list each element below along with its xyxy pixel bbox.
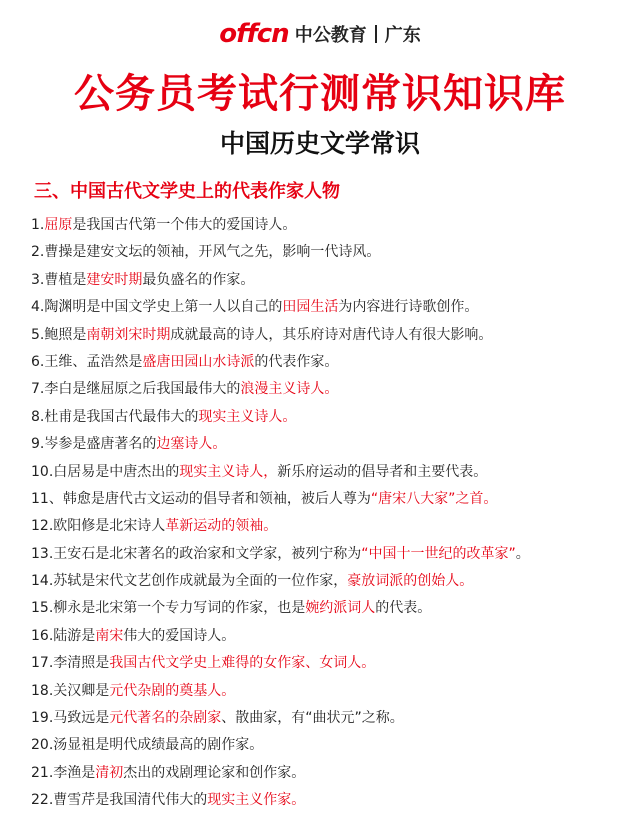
highlighted-text: 屈原 [44,217,73,233]
item-text: 11、韩愈是唐代古文运动的倡导者和领袖，被后人尊为 [31,490,371,507]
item-text: 、散曲家，有“曲状元”之称。 [221,710,404,727]
list-item [31,732,621,759]
page-title: 公务员考试行测常识知识库 [74,71,566,117]
highlighted-text: 现实主义诗人。 [198,408,297,425]
item-text: 12.欧阳修是北宋诗人 [31,518,166,535]
highlighted-text: 婉约派词人 [305,600,376,617]
highlighted-text: 建安时期 [86,271,143,288]
list-item [31,623,621,650]
logo-brand-name: 中公教育 [294,25,367,46]
item-text: 16.陆游是 [31,627,96,644]
header [0,14,640,54]
list-item [31,568,621,595]
list-item [31,376,621,403]
highlighted-text: 豪放词派的创始人。 [347,573,474,590]
list-item [31,267,621,294]
highlighted-text: 南朝刘宋时期 [86,326,171,343]
offcn-logo [219,19,420,49]
list-item [31,431,621,458]
item-text: 。 [515,545,530,562]
item-text: 是我国古代第一个伟大的爱国诗人。 [72,217,297,233]
list-item [31,294,621,321]
item-text: 杰出的戏剧理论家和创作家。 [123,764,306,781]
highlighted-text: 现实主义诗人， [179,463,278,480]
item-text: 5.鲍照是 [31,326,87,343]
list-item [31,404,621,431]
item-text: 3.曹植是 [31,271,87,288]
highlighted-text: 南宋 [95,627,124,644]
item-text: 17.李清照是 [31,655,110,672]
writer-list [31,212,621,815]
list-item [31,459,621,486]
item-text: 为内容进行诗歌创作。 [338,299,479,316]
section-heading: 三、中国古代文学史上的代表作家人物 [34,181,340,202]
item-text: 9.岑参是盛唐著名的 [31,436,157,453]
item-text: 8.杜甫是我国古代最伟大的 [31,408,199,425]
highlighted-text: 浪漫主义诗人。 [240,381,339,398]
item-text: 的代表。 [375,600,432,617]
highlighted-text: 盛唐田园山水诗派 [142,353,255,370]
highlighted-text: 我国古代文学史上难得的女作家、女词人。 [109,655,376,672]
logo-mark: offcn [219,19,289,49]
list-item [31,212,621,239]
list-item [31,705,621,732]
item-text: 最负盛名的作家。 [142,271,255,288]
logo-region: 广东 [384,25,421,46]
item-text: 6.王维、孟浩然是 [31,353,143,370]
item-text: 13.王安石是北宋著名的政治家和文学家，被列宁称为 [31,545,362,562]
item-text: 4.陶渊明是中国文学史上第一人以自己的 [31,299,283,316]
item-text: 14.苏轼是宋代文艺创作成就最为全面的一位作家， [31,573,348,590]
highlighted-text: 边塞诗人。 [156,436,227,453]
list-item [31,678,621,705]
highlighted-text: 清初 [95,764,124,781]
item-text: 的代表作家。 [254,353,339,370]
highlighted-text: “中国十一世纪的改革家” [361,545,516,562]
highlighted-text: 元代杂剧的奠基人。 [109,682,236,699]
list-item [31,541,621,568]
item-text: 成就最高的诗人，其乐府诗对唐代诗人有很大影响。 [170,326,493,343]
list-item [31,513,621,540]
item-text: 伟大的爱国诗人。 [123,627,236,644]
highlighted-text: “唐宋八大家”之首。 [370,490,498,507]
page-subtitle: 中国历史文学常识 [219,129,420,158]
list-item [31,787,621,814]
highlighted-text: 田园生活 [282,299,339,316]
highlighted-text: 革新运动的领袖。 [165,518,278,535]
logo-divider [375,25,377,43]
item-text: 21.李渔是 [31,764,96,781]
item-text: 7.李白是继屈原之后我国最伟大的 [31,381,241,398]
list-item [31,349,621,376]
item-text: 18.关汉卿是 [31,682,110,699]
highlighted-text: 现实主义作家。 [207,792,306,809]
item-text: 15.柳永是北宋第一个专力写词的作家，也是 [31,600,306,617]
item-text: 1. [31,217,45,233]
item-text: 2.曹操是建安文坛的领袖，开风气之先，影响一代诗风。 [31,244,381,261]
list-item [31,322,621,349]
highlighted-text: 元代著名的杂剧家 [109,710,222,727]
item-text: 19.马致远是 [31,710,110,727]
item-text: 20.汤显祖是明代成绩最高的剧作家。 [31,737,264,754]
item-text: 22.曹雪芹是我国清代伟大的 [31,792,208,809]
item-text: 新乐府运动的倡导者和主要代表。 [277,463,488,480]
list-item [31,595,621,622]
list-item [31,486,621,513]
list-item [31,760,621,787]
list-item [31,239,621,266]
list-item [31,650,621,677]
item-text: 10.白居易是中唐杰出的 [31,463,180,480]
